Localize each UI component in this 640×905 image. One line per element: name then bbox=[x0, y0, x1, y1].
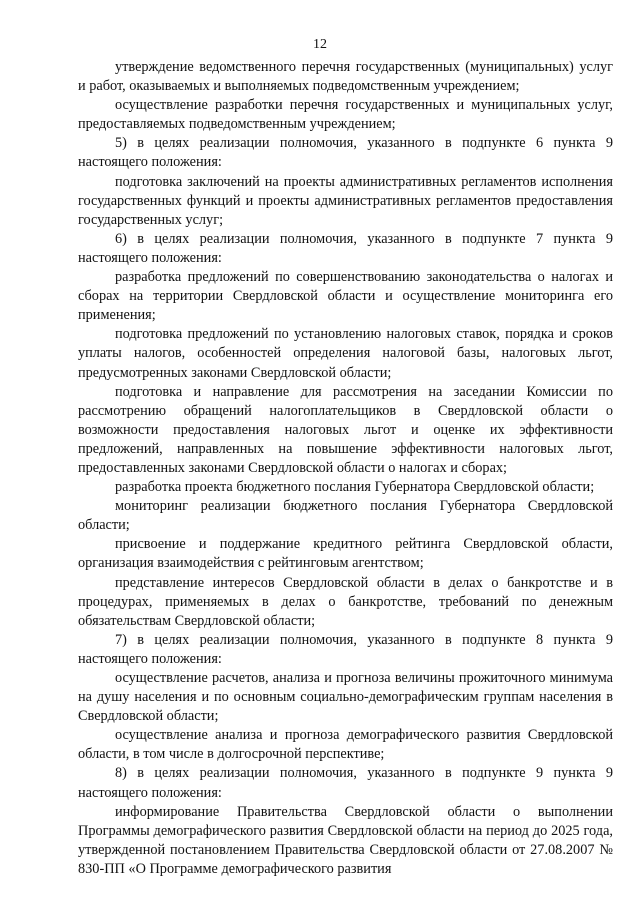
paragraph: присвоение и поддержание кредитного рейтинга Свердловской области, организация взаимодействия с рейтинговым агентством; bbox=[78, 536, 613, 572]
paragraph: мониторинг реализации бюджетного послания Губернатора Свердловской области; bbox=[78, 498, 613, 534]
paragraph: осуществление расчетов, анализа и прогноза величины прожиточного минимума на душу населения и по основным социально-демографическим группам населения в Свердловской области; bbox=[78, 670, 613, 725]
paragraph: подготовка заключений на проекты административных регламентов исполнения государственных функций и проекты административных регламентов предоставления государственных услуг; bbox=[78, 173, 613, 228]
paragraph: 5) в целях реализации полномочия, указанного в подпункте 6 пункта 9 настоящего положения: bbox=[78, 135, 613, 171]
document-body bbox=[78, 58, 613, 879]
paragraph: 6) в целях реализации полномочия, указанного в подпункте 7 пункта 9 настоящего положения: bbox=[78, 230, 613, 266]
paragraph: подготовка предложений по установлению налоговых ставок, порядка и сроков уплаты налогов, особенностей определения налоговой базы, налоговых льгот, предусмотренных законами Свердловской области; bbox=[78, 326, 613, 381]
paragraph: подготовка и направление для рассмотрения на заседании Комиссии по рассмотрению обращений налогоплательщиков в Свердловской области о возможности предоставления налоговых льгот и оценке их эффективности предложений, направленных на повышение эффективности налоговых льгот, предоставленных законами Свердловской области о налогах и сборах; bbox=[78, 383, 613, 476]
paragraph: информирование Правительства Свердловской области о выполнении Программы демографического развития Свердловской области на период до 2025 года, утвержденной постановлением Правительства Свердловской области от 27.08.2007 № 830-ПП «О Программе демографического развития bbox=[78, 803, 613, 877]
paragraph: утверждение ведомственного перечня государственных (муниципальных) услуг и работ, оказываемых и выполняемых подведомственным учреждением; bbox=[78, 59, 613, 95]
paragraph: представление интересов Свердловской области в делах о банкротстве и в процедурах, применяемых в делах о банкротстве, требований по денежным обязательствам Свердловской области; bbox=[78, 574, 613, 629]
page-number: 12 bbox=[313, 37, 327, 52]
paragraph: 8) в целях реализации полномочия, указанного в подпункте 9 пункта 9 настоящего положения: bbox=[78, 765, 613, 801]
paragraph: осуществление анализа и прогноза демографического развития Свердловской области, в том числе в долгосрочной перспективе; bbox=[78, 727, 613, 763]
paragraph: 7) в целях реализации полномочия, указанного в подпункте 8 пункта 9 настоящего положения: bbox=[78, 631, 613, 667]
paragraph: разработка проекта бюджетного послания Губернатора Свердловской области; bbox=[115, 479, 595, 496]
paragraph: разработка предложений по совершенствованию законодательства о налогах и сборах на территории Свердловской области и осуществление мониторинга его применения; bbox=[78, 269, 613, 324]
paragraph: осуществление разработки перечня государственных и муниципальных услуг, предоставляемых подведомственным учреждением; bbox=[78, 97, 613, 133]
